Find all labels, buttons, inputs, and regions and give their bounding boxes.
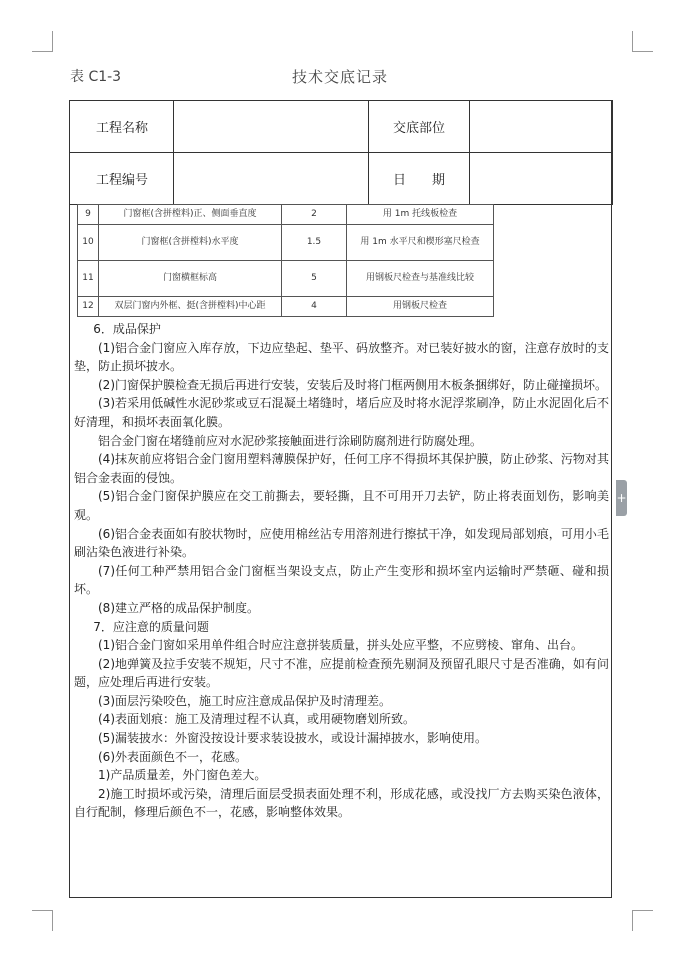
location-value[interactable] (470, 101, 613, 153)
project-no-value[interactable] (174, 153, 369, 205)
paragraph: (2)地弹簧及拉手安装不规矩，尺寸不准，应提前检查预先剔洞及预留孔眼尺寸是否准确，如有问题，应处理后再进行安装。 (74, 656, 609, 690)
tolerance: 5 (282, 261, 347, 297)
paragraph: (3)若采用低碱性水泥砂浆或豆石混凝土堵缝时，堵后应及时将水泥浮浆刷净，防止水泥固化后不好清理，和损坏表面氧化膜。 (74, 396, 609, 429)
section-heading-quality: 7．应注意的质量问题 (93, 619, 209, 634)
paragraph: (1)铝合金门窗应入库存放，下边应垫起、垫平、码放整齐。对已装好披水的窗，注意存放时的支垫，防止损坏披水。 (74, 340, 609, 374)
row-number: 12 (78, 297, 99, 317)
crop-mark-bottom-left (32, 910, 53, 931)
check-method: 用钢板尺检查 (347, 297, 494, 317)
table-row (78, 297, 494, 317)
check-item: 门窗框(含拼樘料)正、侧面垂直度 (99, 205, 282, 225)
tolerance: 1.5 (282, 225, 347, 261)
table-row (78, 261, 494, 297)
check-item: 门窗框(含拼樘料)水平度 (99, 225, 282, 261)
plus-icon: + (616, 491, 627, 505)
date-value[interactable] (470, 153, 613, 205)
check-method: 用 1m 水平尺和楔形塞尺检查 (347, 225, 494, 261)
paragraph: (2)门窗保护膜检查无损后再进行安装，安装后及时将门框两侧用木板条捆绑好，防止碰撞损坏。 (98, 377, 608, 392)
check-item: 双层门窗内外框、挺(含拼樘料)中心距 (99, 297, 282, 317)
paragraph: (5)漏装披水：外窗没按设计要求装设披水，或设计漏掉披水，影响使用。 (98, 731, 488, 746)
inspection-table (77, 204, 494, 317)
paragraph: (7)任何工种严禁用铝合金门窗框当架设支点，防止产生变形和损坏室内运输时严禁砸、碰和损坏。 (74, 563, 609, 597)
paragraph: 2)施工时损坏或污染，清理后面层受损表面处理不利，形成花感，或没找厂方去购买染色液体，自行配制，修理后颜色不一，花感，影响整体效果。 (74, 786, 609, 820)
paragraph: 铝合金门窗在堵缝前应对水泥砂浆接触面进行涂刷防腐剂进行防腐处理。 (98, 433, 483, 448)
paragraph: 1)产品质量差，外门窗色差大。 (98, 768, 267, 783)
row-number: 9 (78, 205, 99, 225)
row-number: 11 (78, 261, 99, 297)
crop-mark-top-right (632, 31, 653, 52)
check-item: 门窗横框标高 (99, 261, 282, 297)
project-name-value[interactable] (174, 101, 369, 153)
project-info-table (69, 100, 613, 205)
paragraph: (8)建立严格的成品保护制度。 (98, 600, 259, 615)
crop-mark-top-left (32, 31, 53, 52)
paragraph: (6)外表面颜色不一，花感。 (98, 749, 247, 764)
expand-tab[interactable] (616, 480, 627, 516)
form-number: 表 C1-3 (70, 69, 122, 85)
row-number: 10 (78, 225, 99, 261)
check-method: 用 1m 托线板检查 (347, 205, 494, 225)
paragraph: (3)面层污染咬色，施工时应注意成品保护及时清理差。 (98, 693, 392, 708)
section-heading-protection: 6．成品保护 (93, 322, 161, 336)
check-method: 用钢板尺检查与基准线比较 (347, 261, 494, 297)
table-row (78, 225, 494, 261)
crop-mark-bottom-right (632, 910, 653, 931)
table-row (78, 205, 494, 225)
project-no-label: 工程编号 (70, 153, 174, 205)
page-title: 技术交底记录 (292, 68, 389, 86)
date-label: 日 期 (369, 153, 470, 205)
document-body (74, 320, 609, 822)
paragraph: (4)抹灰前应将铝合金门窗用塑料薄膜保护好，任何工序不得损坏其保护膜，防止砂浆、污物对其铝合金表面的侵蚀。 (74, 452, 609, 485)
tolerance: 2 (282, 205, 347, 225)
paragraph: (4)表面划痕：施工及清理过程不认真，或用硬物磨划所致。 (98, 712, 416, 727)
project-name-label: 工程名称 (70, 101, 174, 153)
paragraph: (6)铝合金表面如有胶状物时，应使用棉丝沾专用溶剂进行擦拭干净，如发现局部划痕，可用小毛刷沾染色液进行补染。 (74, 526, 609, 560)
paragraph: (5)铝合金门窗保护膜应在交工前撕去，要轻撕，且不可用开刀去铲，防止将表面划伤，影响美观。 (74, 489, 609, 522)
paragraph: (1)铝合金门窗如采用单件组合时应注意拼装质量，拼头处应平整，不应劈棱、窜角、出台。 (98, 638, 584, 653)
tolerance: 4 (282, 297, 347, 317)
location-label: 交底部位 (369, 101, 470, 153)
